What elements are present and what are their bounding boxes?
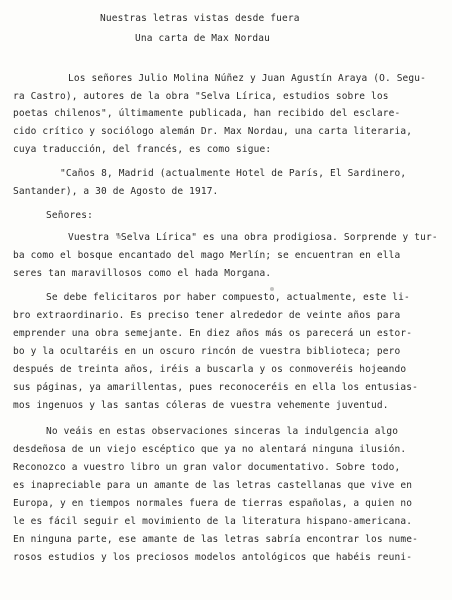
text-line: después de treinta años, iréis a buscarla y os conmoveréis hojeando: [13, 364, 407, 375]
document-title: Nuestras letras vistas desde fuera: [100, 13, 300, 24]
text-line: seres tan maravillosos como el hada Morgana.: [13, 268, 272, 279]
ink-spot: [382, 367, 386, 371]
text-line: ba como el bosque encantado del mago Merlín; se encuentran en ella: [13, 250, 401, 261]
ink-spot: [117, 235, 121, 239]
text-line: sus páginas, ya amarillentas, pues reconoceréis en ella los entusias-: [13, 382, 418, 393]
text-line: Reconozco a vuestro libro un gran valor documentativo. Sobre todo,: [13, 462, 401, 473]
letter-date-line: Santander), a 30 de Agosto de 1917.: [13, 186, 219, 197]
text-line: Europa, y en tiempos normales fuera de tierras españolas, a quien no: [13, 498, 413, 509]
text-line: bro extraordinario. Es preciso tener alrededor de veinte años para: [13, 310, 401, 321]
text-line: es inapreciable para un amante de las letras castellanas que vive en: [13, 480, 413, 491]
text-line: cuya traducción, del francés, es como sigue:: [13, 144, 272, 155]
ink-spot: [270, 287, 274, 291]
text-line: poetas chilenos", últimamente publicada, han recibido del esclare-: [13, 108, 401, 119]
text-line: No veáis en estas observaciones sinceras la indulgencia algo: [46, 426, 399, 437]
document-subtitle: Una carta de Max Nordau: [135, 33, 270, 44]
text-line: Se debe felicitaros por haber compuesto, actualmente, este li-: [46, 292, 410, 303]
text-line: bo y la ocultaréis en un oscuro rincón de vuestra biblioteca; pero: [13, 346, 401, 357]
text-line: desdeñosa de un viejo escéptico que ya no alentará ninguna ilusión.: [13, 444, 407, 455]
text-line: rosos estudios y los preciosos modelos antológicos que habéis reuni-: [13, 552, 413, 563]
text-line: ra Castro), autores de la obra "Selva Lírica, estudios sobre los: [13, 91, 389, 102]
text-line: le es fácil seguir el movimiento de la literatura hispano-americana.: [13, 516, 413, 527]
letter-address-line: "Caños 8, Madrid (actualmente Hotel de París, El Sardinero,: [60, 168, 407, 179]
text-line: cido crítico y sociólogo alemán Dr. Max Nordau, una carta literaria,: [13, 126, 413, 137]
text-line: En ninguna parte, ese amante de las letras sabría encontrar los nume-: [13, 534, 418, 545]
letter-salutation: Señores:: [46, 210, 93, 221]
text-line: emprender una obra semejante. En diez años más os parecerá un estor-: [13, 328, 413, 339]
text-line: Vuestra "Selva Lírica" es una obra prodigiosa. Sorprende y tur-: [68, 232, 438, 243]
text-line: Los señores Julio Molina Núñez y Juan Agustín Araya (O. Segu-: [68, 73, 427, 84]
text-line: mos ingenuos y las santas cóleras de vuestra vehemente juventud.: [13, 400, 389, 411]
